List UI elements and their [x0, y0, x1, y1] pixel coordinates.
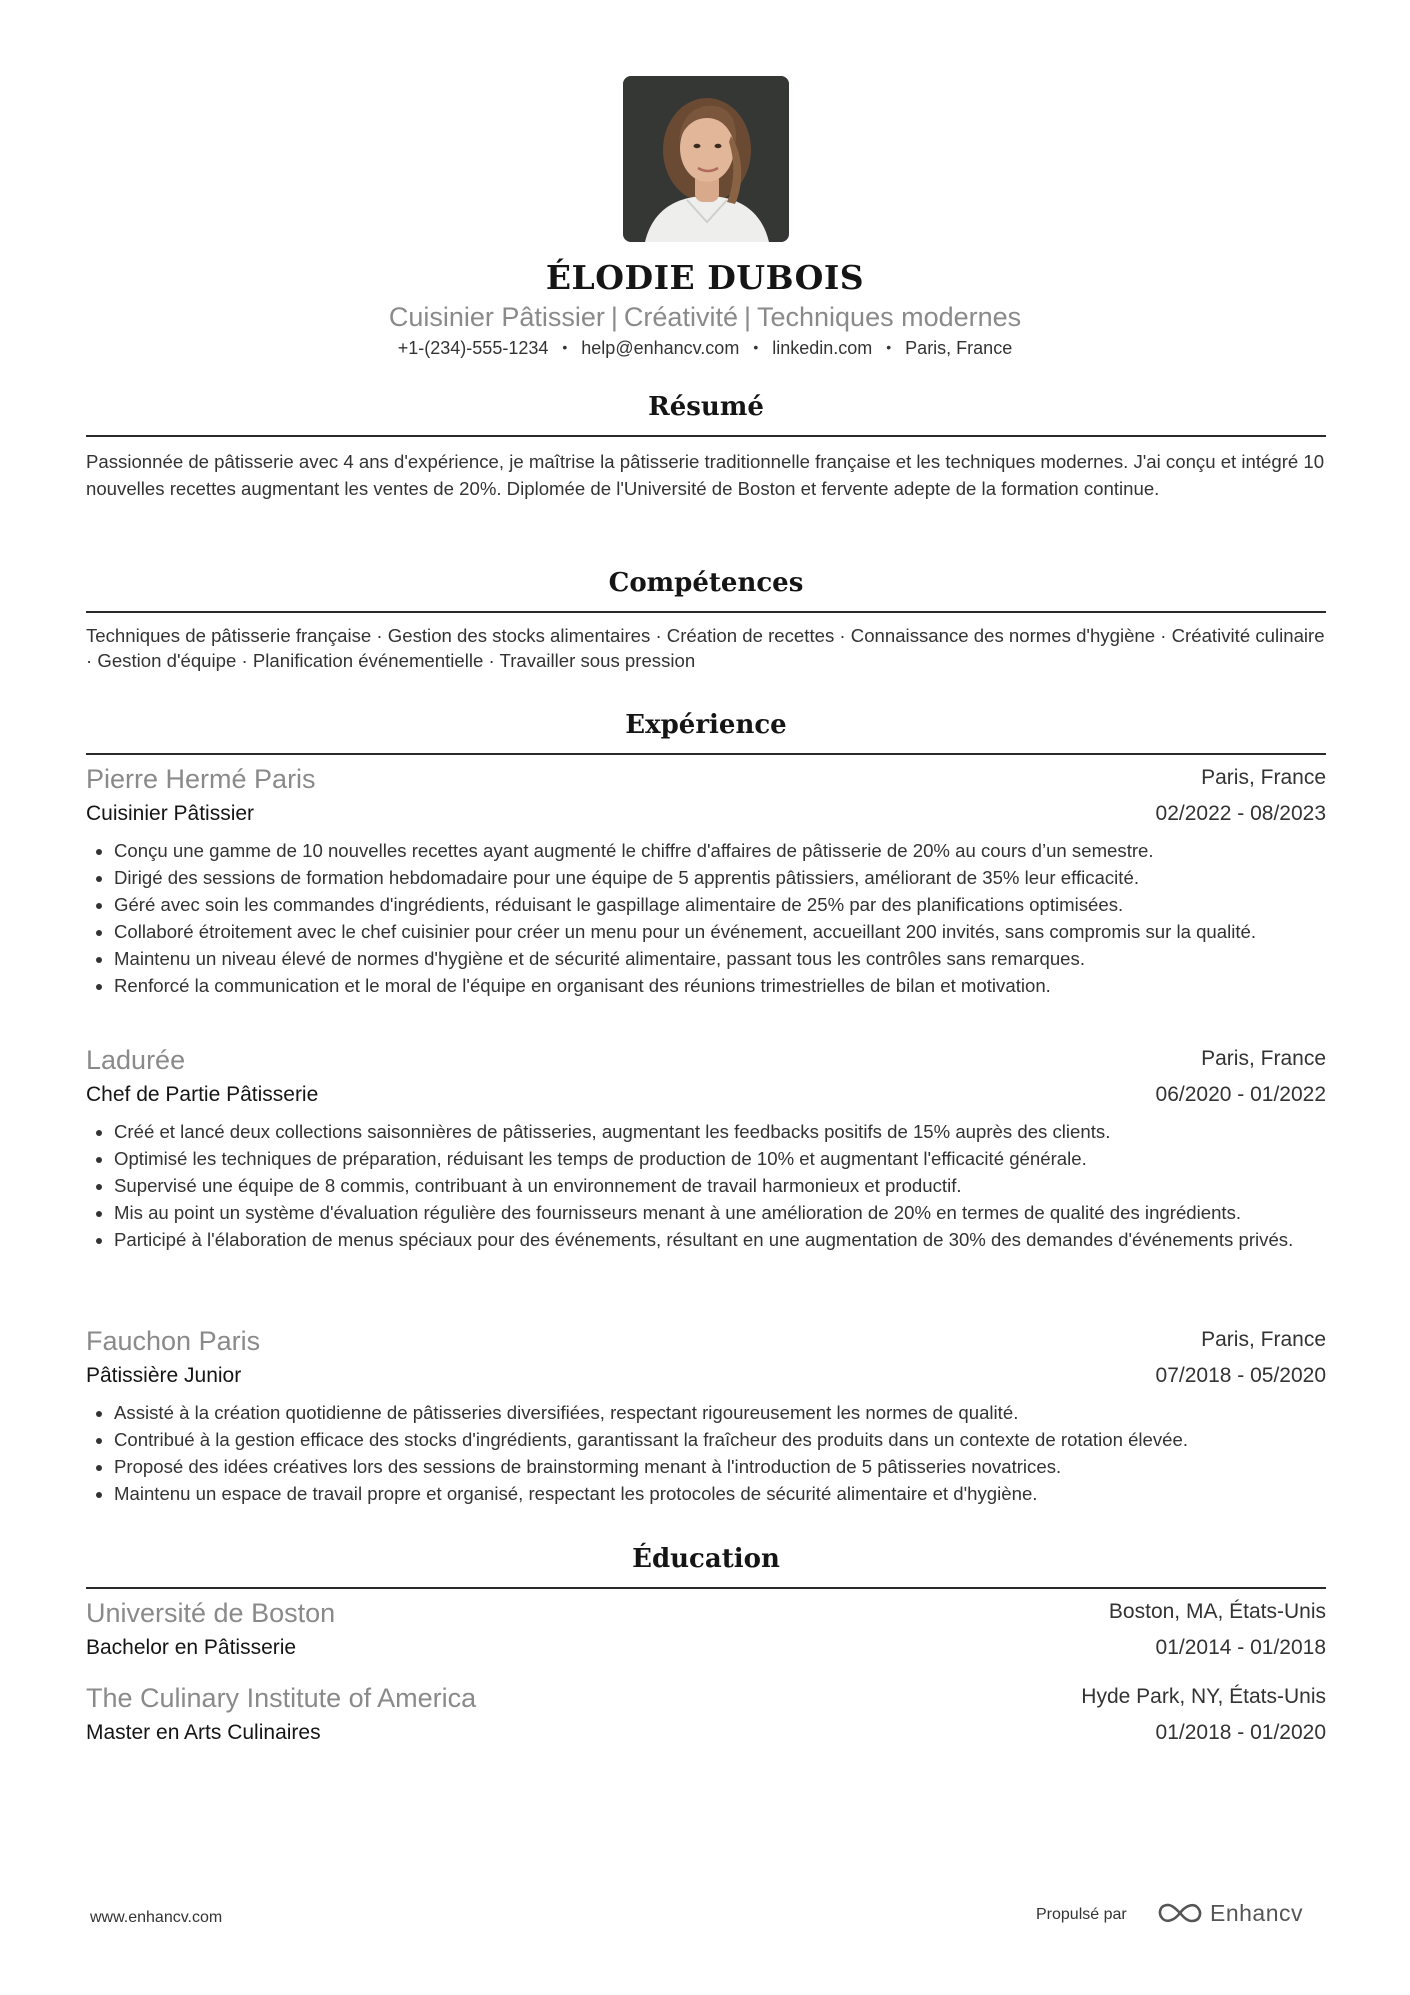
tagline-part: Cuisinier Pâtissier	[388, 302, 605, 332]
company-name: Pierre Hermé Paris	[86, 764, 316, 794]
tagline	[0, 302, 1410, 333]
school-location: Hyde Park, NY, États-Unis	[1081, 1685, 1326, 1708]
company-name: Ladurée	[86, 1045, 186, 1075]
profile-photo	[623, 76, 789, 242]
tagline-separator: |	[610, 302, 618, 332]
job-bullets	[86, 1399, 1326, 1507]
bullet-item: • Supervisé une équipe de 8 commis, contribuant à un environnement de travail harmonieux et productif.	[114, 1172, 1326, 1199]
section-title-education: Éducation	[632, 1544, 780, 1574]
contact-separator: •	[886, 339, 892, 355]
job-title: Pâtissière Junior	[86, 1364, 242, 1387]
phone[interactable]: +1-(234)-555-1234	[397, 338, 549, 358]
enhancv-logo[interactable]	[1156, 1894, 1303, 1932]
section-divider	[86, 753, 1326, 755]
job-location: Paris, France	[1201, 1047, 1326, 1070]
bullet-item: • Collaboré étroitement avec le chef cuisinier pour créer un menu pour un événement, accueillant 200 invités, sans compromis sur la qualité.	[114, 918, 1326, 945]
section-title-skills: Compétences	[608, 568, 804, 598]
bullet-item: • Contribué à la gestion efficace des stocks d'ingrédients, garantissant la fraîcheur des produits dans un contexte de rotation élevée.	[114, 1426, 1326, 1453]
bullet-item: • Participé à l'élaboration de menus spéciaux pour des événements, résultant en une augmentation de 30% des demandes d'événements privés.	[114, 1226, 1326, 1253]
job-dates: 02/2022 - 08/2023	[1155, 802, 1326, 825]
education-dates: 01/2018 - 01/2020	[1155, 1721, 1326, 1744]
linkedin-link[interactable]: linkedin.com	[772, 338, 873, 358]
section-divider	[86, 1587, 1326, 1589]
school-name: The Culinary Institute of America	[86, 1683, 477, 1713]
job-title: Chef de Partie Pâtisserie	[86, 1083, 319, 1106]
email-link[interactable]: help@enhancv.com	[581, 338, 740, 358]
job-bullets	[86, 837, 1326, 999]
school-location: Boston, MA, États-Unis	[1108, 1600, 1326, 1623]
bullet-item: • Renforcé la communication et le moral de l'équipe en organisant des réunions trimestrielles de bilan et motivation.	[114, 972, 1326, 999]
job-location: Paris, France	[1201, 766, 1326, 789]
enhancv-logo-icon	[1156, 1900, 1204, 1926]
enhancv-brand: Enhancv	[1210, 1899, 1304, 1926]
section-divider	[86, 435, 1326, 437]
bullet-item: • Créé et lancé deux collections saisonnières de pâtisseries, augmentant les feedbacks positifs de 15% auprès des clients.	[114, 1118, 1326, 1145]
tagline-part: Créativité	[623, 302, 738, 332]
contact-info	[0, 338, 1410, 359]
bullet-item: • Assisté à la création quotidienne de pâtisseries diversifiées, respectant rigoureusement les normes de qualité.	[114, 1399, 1326, 1426]
job-dates: 07/2018 - 05/2020	[1155, 1364, 1326, 1387]
candidate-name: ÉLODIE DUBOIS	[545, 258, 865, 297]
footer-url-link[interactable]: www.enhancv.com	[90, 1909, 223, 1926]
job-dates: 06/2020 - 01/2022	[1155, 1083, 1326, 1106]
job-title: Cuisinier Pâtissier	[86, 802, 255, 825]
degree: Bachelor en Pâtisserie	[86, 1636, 297, 1659]
summary-text: Passionnée de pâtisserie avec 4 ans d'expérience, je maîtrise la pâtisserie traditionnelle française et les techniques modernes. J'ai conçu et intégré 10 nouvelles recettes augmentant les ventes de 20%. Diplomée de l'Université de Boston et fervente adepte de la formation continue.	[86, 451, 1325, 499]
bullet-item: • Optimisé les techniques de préparation, réduisant les temps de production de 10% et augmentant l'efficacité générale.	[114, 1145, 1326, 1172]
bullet-item: • Dirigé des sessions de formation hebdomadaire pour une équipe de 5 apprentis pâtissiers, améliorant de 35% leur efficacité.	[114, 864, 1326, 891]
footer-powered-by: Propulsé par	[1036, 1906, 1127, 1923]
bullet-item: • Géré avec soin les commandes d'ingrédients, réduisant le gaspillage alimentaire de 25% par des planifications optimisées.	[114, 891, 1326, 918]
school-name: Université de Boston	[86, 1598, 336, 1628]
job-location: Paris, France	[1201, 1328, 1326, 1351]
bullet-item: • Maintenu un niveau élevé de normes d'hygiène et de sécurité alimentaire, passant tous les contrôles sans remarques.	[114, 945, 1326, 972]
job-bullets	[86, 1118, 1326, 1253]
tagline-separator: |	[743, 302, 751, 332]
contact-separator: •	[562, 339, 568, 355]
tagline-part: Techniques modernes	[756, 302, 1022, 332]
section-title-summary: Résumé	[648, 392, 764, 422]
degree: Master en Arts Culinaires	[86, 1721, 321, 1744]
bullet-item: • Maintenu un espace de travail propre et organisé, respectant les protocoles de sécurité alimentaire et d'hygiène.	[114, 1480, 1326, 1507]
contact-separator: •	[753, 339, 759, 355]
bullet-item: • Conçu une gamme de 10 nouvelles recettes ayant augmenté le chiffre d'affaires de pâtisserie de 20% au cours d’un semestre.	[114, 837, 1326, 864]
education-dates: 01/2014 - 01/2018	[1155, 1636, 1326, 1659]
location: Paris, France	[905, 338, 1013, 358]
section-title-experience: Expérience	[625, 710, 787, 740]
company-name: Fauchon Paris	[86, 1326, 261, 1356]
section-divider	[86, 611, 1326, 613]
bullet-item: • Proposé des idées créatives lors des sessions de brainstorming menant à l'introduction de 5 pâtisseries novatrices.	[114, 1453, 1326, 1480]
skills-text: Techniques de pâtisserie française · Gestion des stocks alimentaires · Création de recettes · Connaissance des normes d'hygiène · Créativité culinaire · Gestion d'équipe · Planification événementielle · Travailler sous pression	[86, 625, 1325, 671]
bullet-item: • Mis au point un système d'évaluation régulière des fournisseurs menant à une amélioration de 20% en termes de qualité des ingrédients.	[114, 1199, 1326, 1226]
